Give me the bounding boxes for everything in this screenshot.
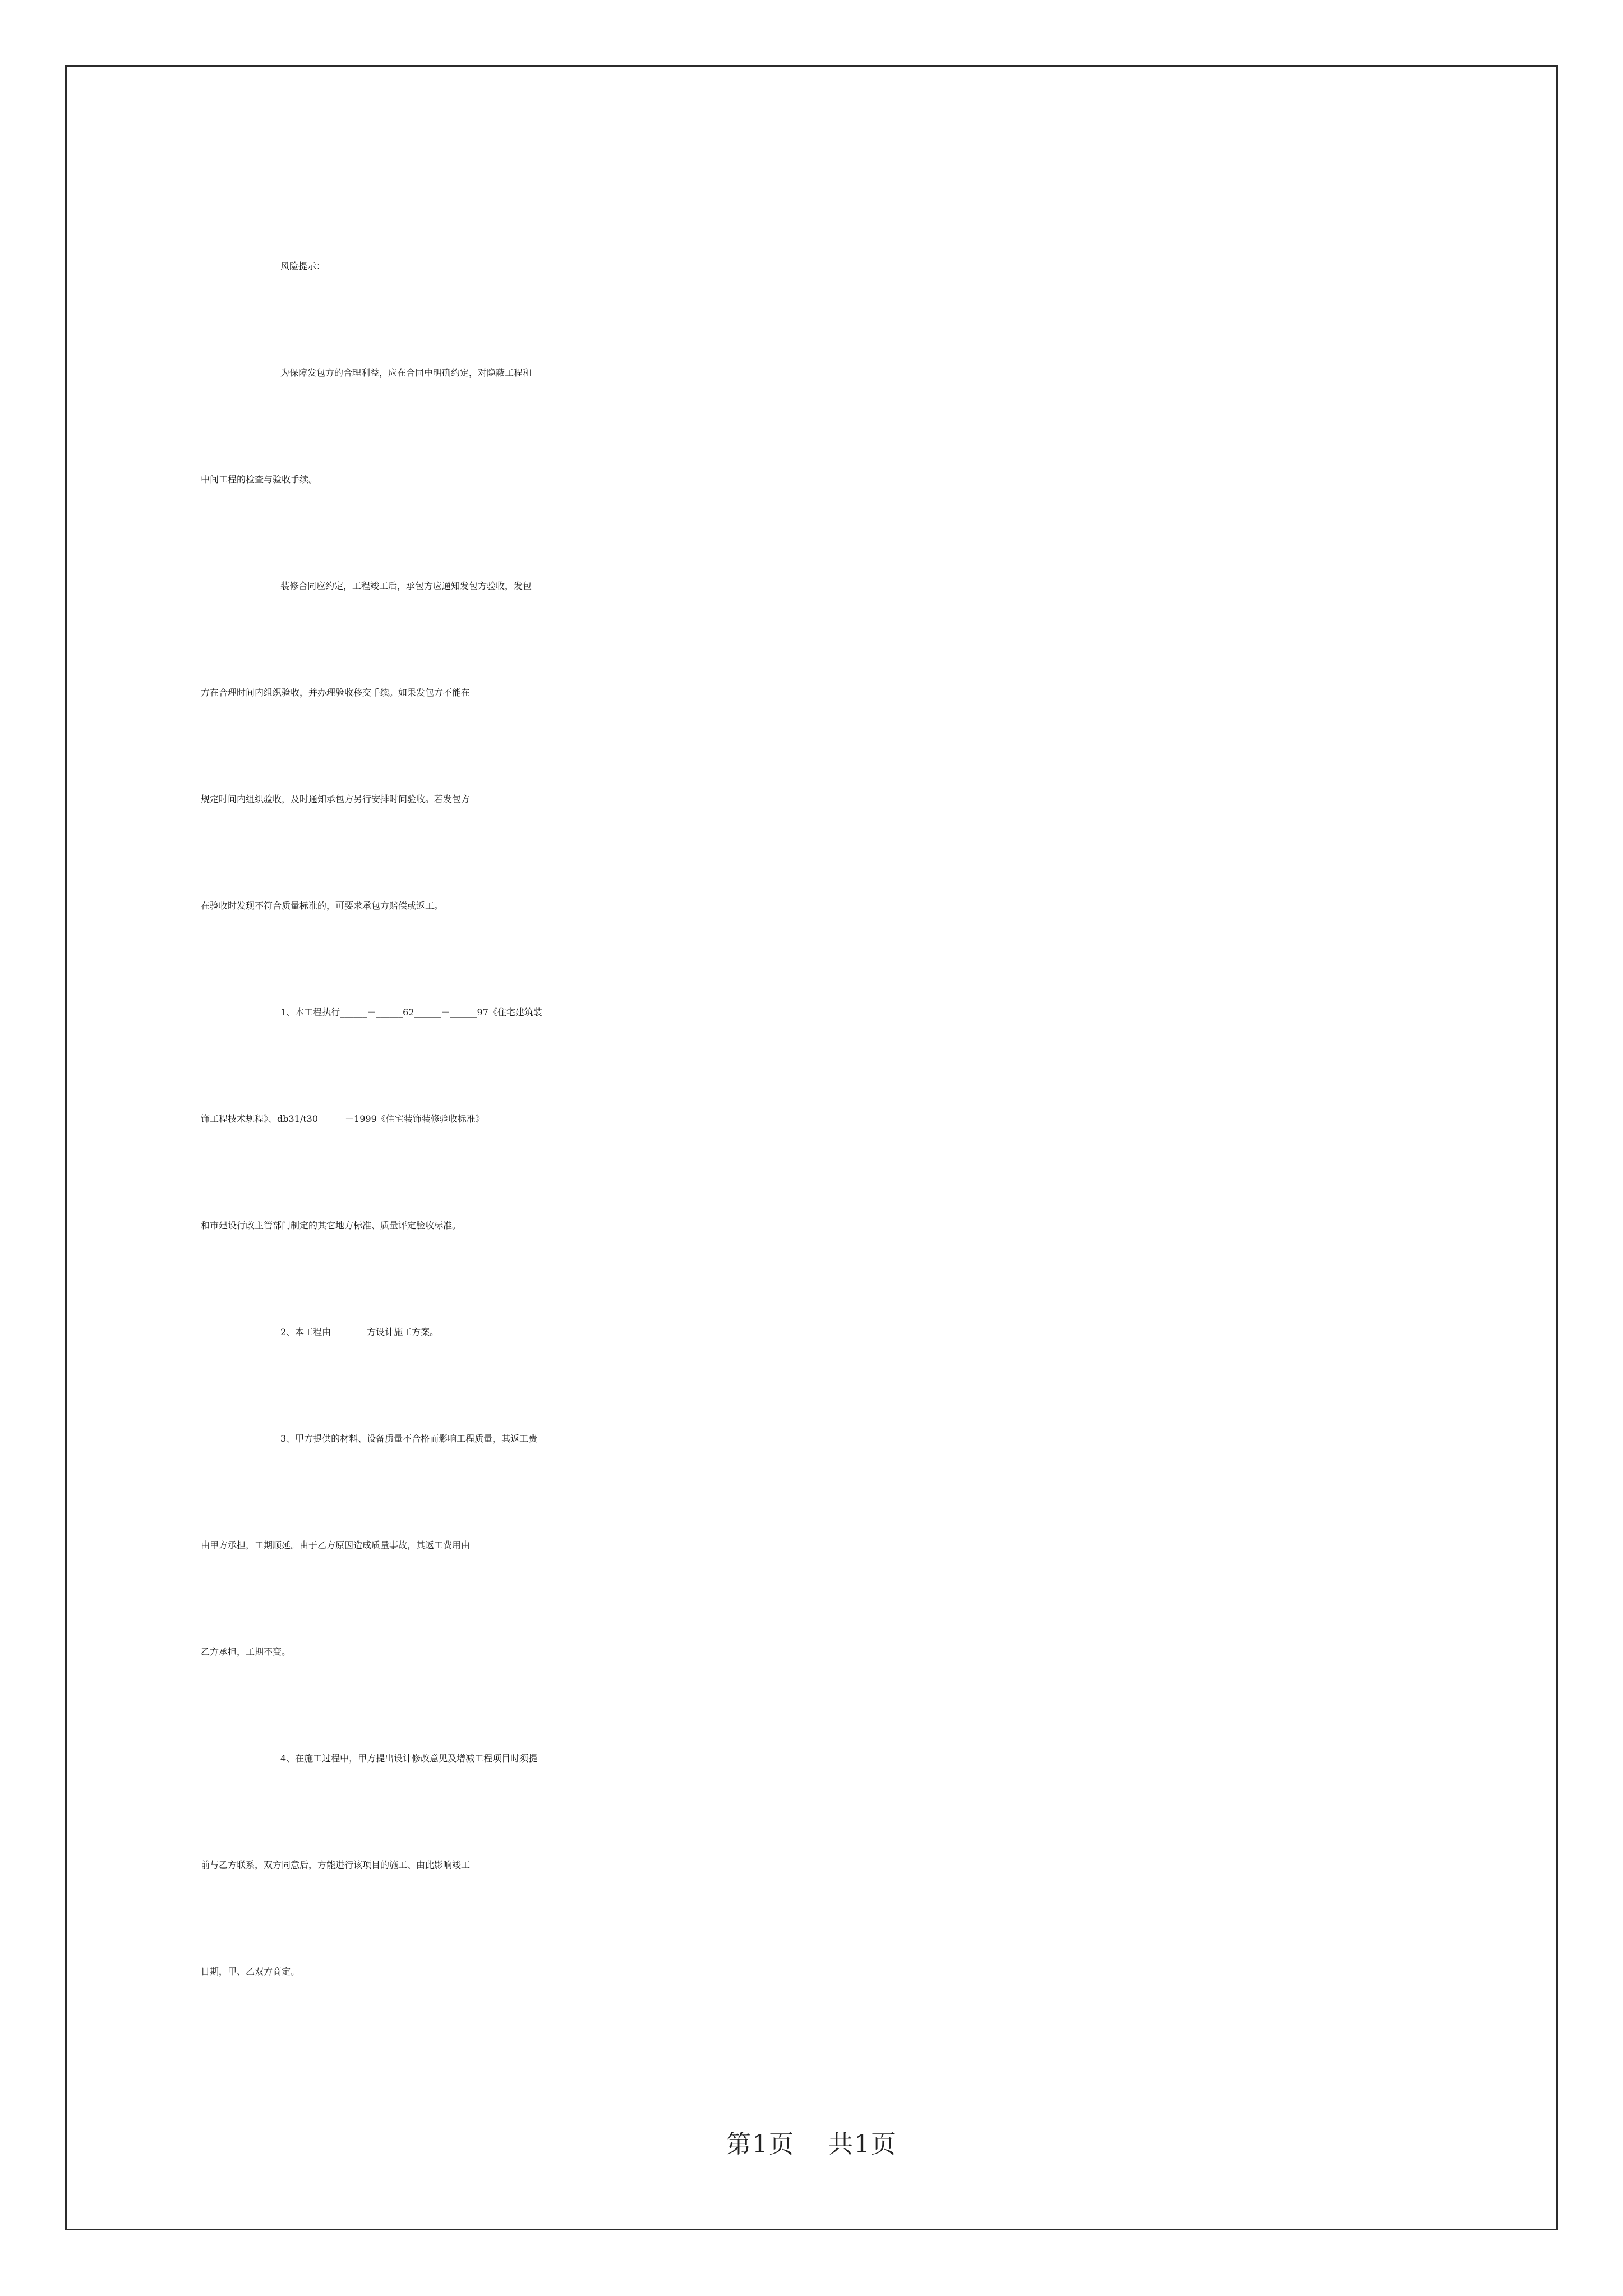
text-line: 2、本工程由________方设计施工方案。	[280, 1327, 439, 1337]
document-body	[201, 213, 1435, 2025]
text-line: 方在合理时间内组织验收，并办理验收移交手续。如果发包方不能在	[201, 687, 471, 698]
text-line: 由甲方承担，工期顺延。由于乙方原因造成质量事故，其返工费用由	[201, 1540, 471, 1550]
text-line: 风险提示：	[280, 261, 326, 272]
text-line: 饰工程技术规程》、db31/t30______－1999《住宅装饰装修验收标准》	[201, 1114, 485, 1124]
text-line: 乙方承担，工期不变。	[201, 1646, 291, 1657]
text-line: 装修合同应约定，工程竣工后，承包方应通知发包方验收，发包	[280, 581, 532, 591]
text-line: 中间工程的检查与验收手续。	[201, 474, 318, 485]
page-footer	[0, 2124, 1623, 2160]
text-line: 日期，甲、乙双方商定。	[201, 1966, 300, 1977]
text-line: 和市建设行政主管部门制定的其它地方标准、质量评定验收标准。	[201, 1220, 462, 1231]
text-line: 3、甲方提供的材料、设备质量不合格而影响工程质量，其返工费	[280, 1433, 538, 1444]
page-number-current: 第1页	[726, 2130, 795, 2159]
text-line: 1、本工程执行______－______62______－______97《住宅建筑装	[280, 1007, 542, 1018]
text-line: 前与乙方联系，双方同意后，方能进行该项目的施工、由此影响竣工	[201, 1860, 471, 1870]
text-line: 在验收时发现不符合质量标准的，可要求承包方赔偿或返工。	[201, 900, 444, 911]
text-line: 规定时间内组织验收，及时通知承包方另行安排时间验收。若发包方	[201, 794, 471, 804]
text-line: 4、在施工过程中，甲方提出设计修改意见及增减工程项目时须提	[280, 1753, 538, 1764]
text-line: 为保障发包方的合理利益，应在合同中明确约定，对隐蔽工程和	[280, 367, 532, 378]
page-number-total: 共1页	[828, 2130, 897, 2159]
